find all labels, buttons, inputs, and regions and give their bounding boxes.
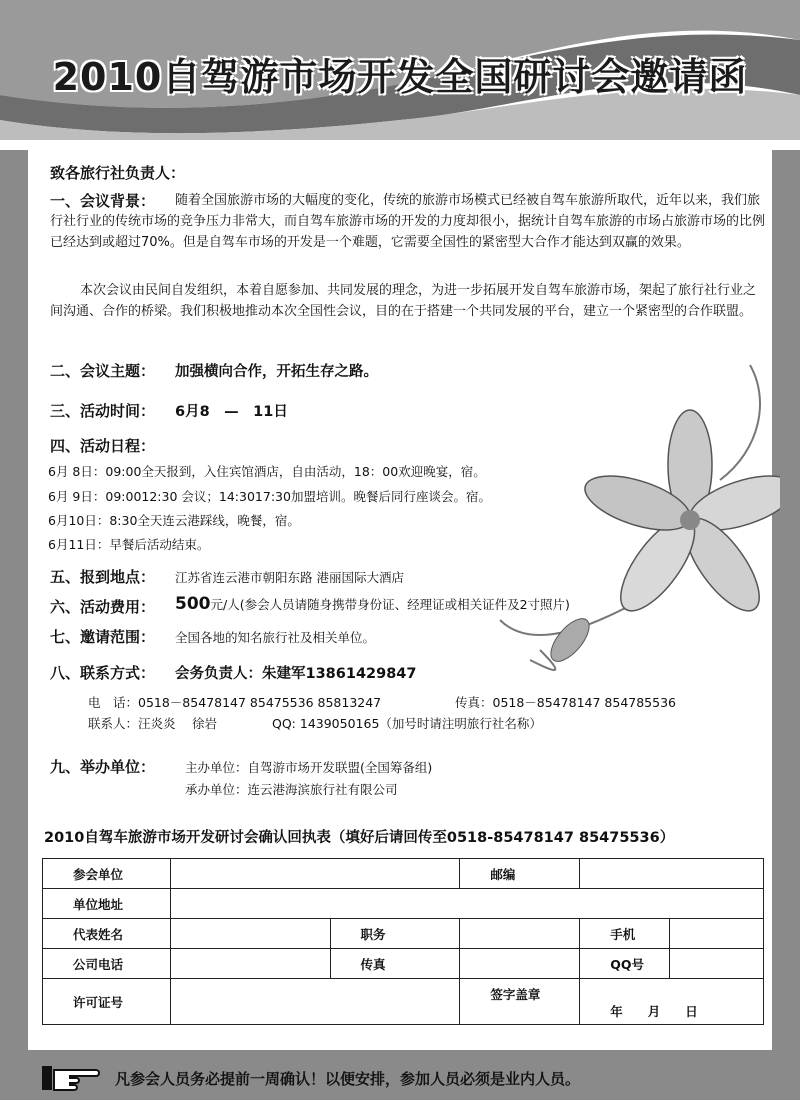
company-phone-label: 公司电话 (43, 949, 171, 979)
host-unit: 主办单位：自驾游市场开发联盟(全国筹备组) (185, 760, 433, 775)
greeting: 致各旅行社负责人： (50, 164, 186, 182)
table-row (43, 889, 764, 919)
mobile-input[interactable] (670, 919, 764, 949)
section-5-label: 五、报到地点： (50, 568, 156, 586)
receipt-form-table (42, 858, 764, 1025)
lily-flower-graphic (480, 360, 780, 680)
signature-label: 签字盖章 (460, 979, 580, 1025)
qq-label: QQ号 (580, 949, 670, 979)
table-row (43, 979, 764, 1025)
table-row (43, 949, 764, 979)
section-1-text: 随着全国旅游市场的大幅度的变化，传统的旅游市场模式已经被自驾车旅游所取代，近年以来，我们旅行社行业的传统市场的竞争压力非常大，而自驾车旅游市场的开发的力度却很小，据统计自驾车旅游的市场占旅游市场的比例已经达到或超过70%。但是自驾车市场的开发是一个难题，它需要全国性的紧密型大合作才能达到双赢的效果。 (50, 193, 766, 250)
contact-qq: QQ: 1439050165（加号时请注明旅行社名称） (272, 716, 542, 731)
license-input[interactable] (170, 979, 460, 1025)
unit-label: 参会单位 (43, 859, 171, 889)
contact-fax: 传真：0518－85478147 854785536 (455, 695, 676, 710)
section-6-label: 六、活动费用： (50, 598, 156, 616)
section-5-text: 江苏省连云港市朝阳东路 港丽国际大酒店 (175, 570, 404, 585)
unit-input[interactable] (170, 859, 460, 889)
rep-name-label: 代表姓名 (43, 919, 171, 949)
page-title: 2010自驾游市场开发全国研讨会邀请函 (52, 55, 748, 99)
section-4-label: 四、活动日程： (50, 437, 156, 455)
section-6-value (175, 594, 570, 614)
section-9-label: 九、举办单位： (50, 758, 156, 776)
address-label: 单位地址 (43, 889, 171, 919)
section-7-text: 全国各地的知名旅行社及相关单位。 (175, 630, 376, 645)
organizer-unit: 承办单位：连云港海滨旅行社有限公司 (185, 782, 398, 797)
section-1-text-2: 本次会议由民间自发组织，本着自愿参加、共同发展的理念，为进一步拓展开发自驾车旅游市场，架起了旅行社行业之间沟通、合作的桥梁。我们积极地推动本次全国性会议，目的在于搭建一个共同发展的平台，建立一个紧密型的合作联盟。 (50, 283, 757, 319)
contact-phone: 电 话：0518－85478147 85475536 85813247 (88, 695, 382, 710)
position-label: 职务 (330, 919, 460, 949)
pointing-hand-icon (40, 1060, 100, 1094)
section-1-label: 一、会议背景： (50, 192, 156, 210)
contact-person: 会务负责人：朱建军13861429847 (175, 666, 417, 682)
license-label: 许可证号 (43, 979, 171, 1025)
date-field[interactable]: 年 月 日 (580, 979, 764, 1025)
schedule-item: 6月 8日：09:00全天报到，入住宾馆酒店，自由活动，18：00欢迎晚宴，宿。 (48, 464, 486, 479)
address-input[interactable] (170, 889, 763, 919)
fax-label: 传真 (330, 949, 460, 979)
section-3-label: 三、活动时间： (50, 402, 156, 420)
receipt-form-title: 2010自驾车旅游市场开发研讨会确认回执表（填好后请回传至0518-85478147 85475536） (44, 830, 675, 846)
section-8-label: 八、联系方式： (50, 664, 156, 682)
section-2-text: 加强横向合作，开拓生存之路。 (175, 364, 378, 380)
table-row (43, 859, 764, 889)
section-7-label: 七、邀请范围： (50, 628, 156, 646)
section-3-text: 6月8 — 11日 (175, 404, 288, 420)
fee-text: 元/人(参会人员请随身携带身份证、经理证或相关证件及2寸照片) (210, 597, 570, 612)
fax-input[interactable] (460, 949, 580, 979)
schedule-item: 6月10日：8:30全天连云港踩线，晚餐，宿。 (48, 513, 300, 528)
table-row (43, 919, 764, 949)
company-phone-input[interactable] (170, 949, 330, 979)
footer-note: 凡参会人员务必提前一周确认！以便安排，参加人员必须是业内人员。 (115, 1070, 581, 1088)
contact-people: 联系人：汪炎炎 徐岩 (88, 716, 217, 731)
fee-amount: 500 (175, 594, 211, 614)
rep-name-input[interactable] (170, 919, 330, 949)
position-input[interactable] (460, 919, 580, 949)
postcode-input[interactable] (580, 859, 764, 889)
postcode-label: 邮编 (460, 859, 580, 889)
schedule-item: 6月 9日：09:0012:30 会议；14:3017:30加盟培训。晚餐后同行座谈会。宿。 (48, 489, 491, 504)
mobile-label: 手机 (580, 919, 670, 949)
section-2-label: 二、会议主题： (50, 362, 156, 380)
schedule-item: 6月11日：早餐后活动结束。 (48, 537, 210, 552)
qq-input[interactable] (670, 949, 764, 979)
